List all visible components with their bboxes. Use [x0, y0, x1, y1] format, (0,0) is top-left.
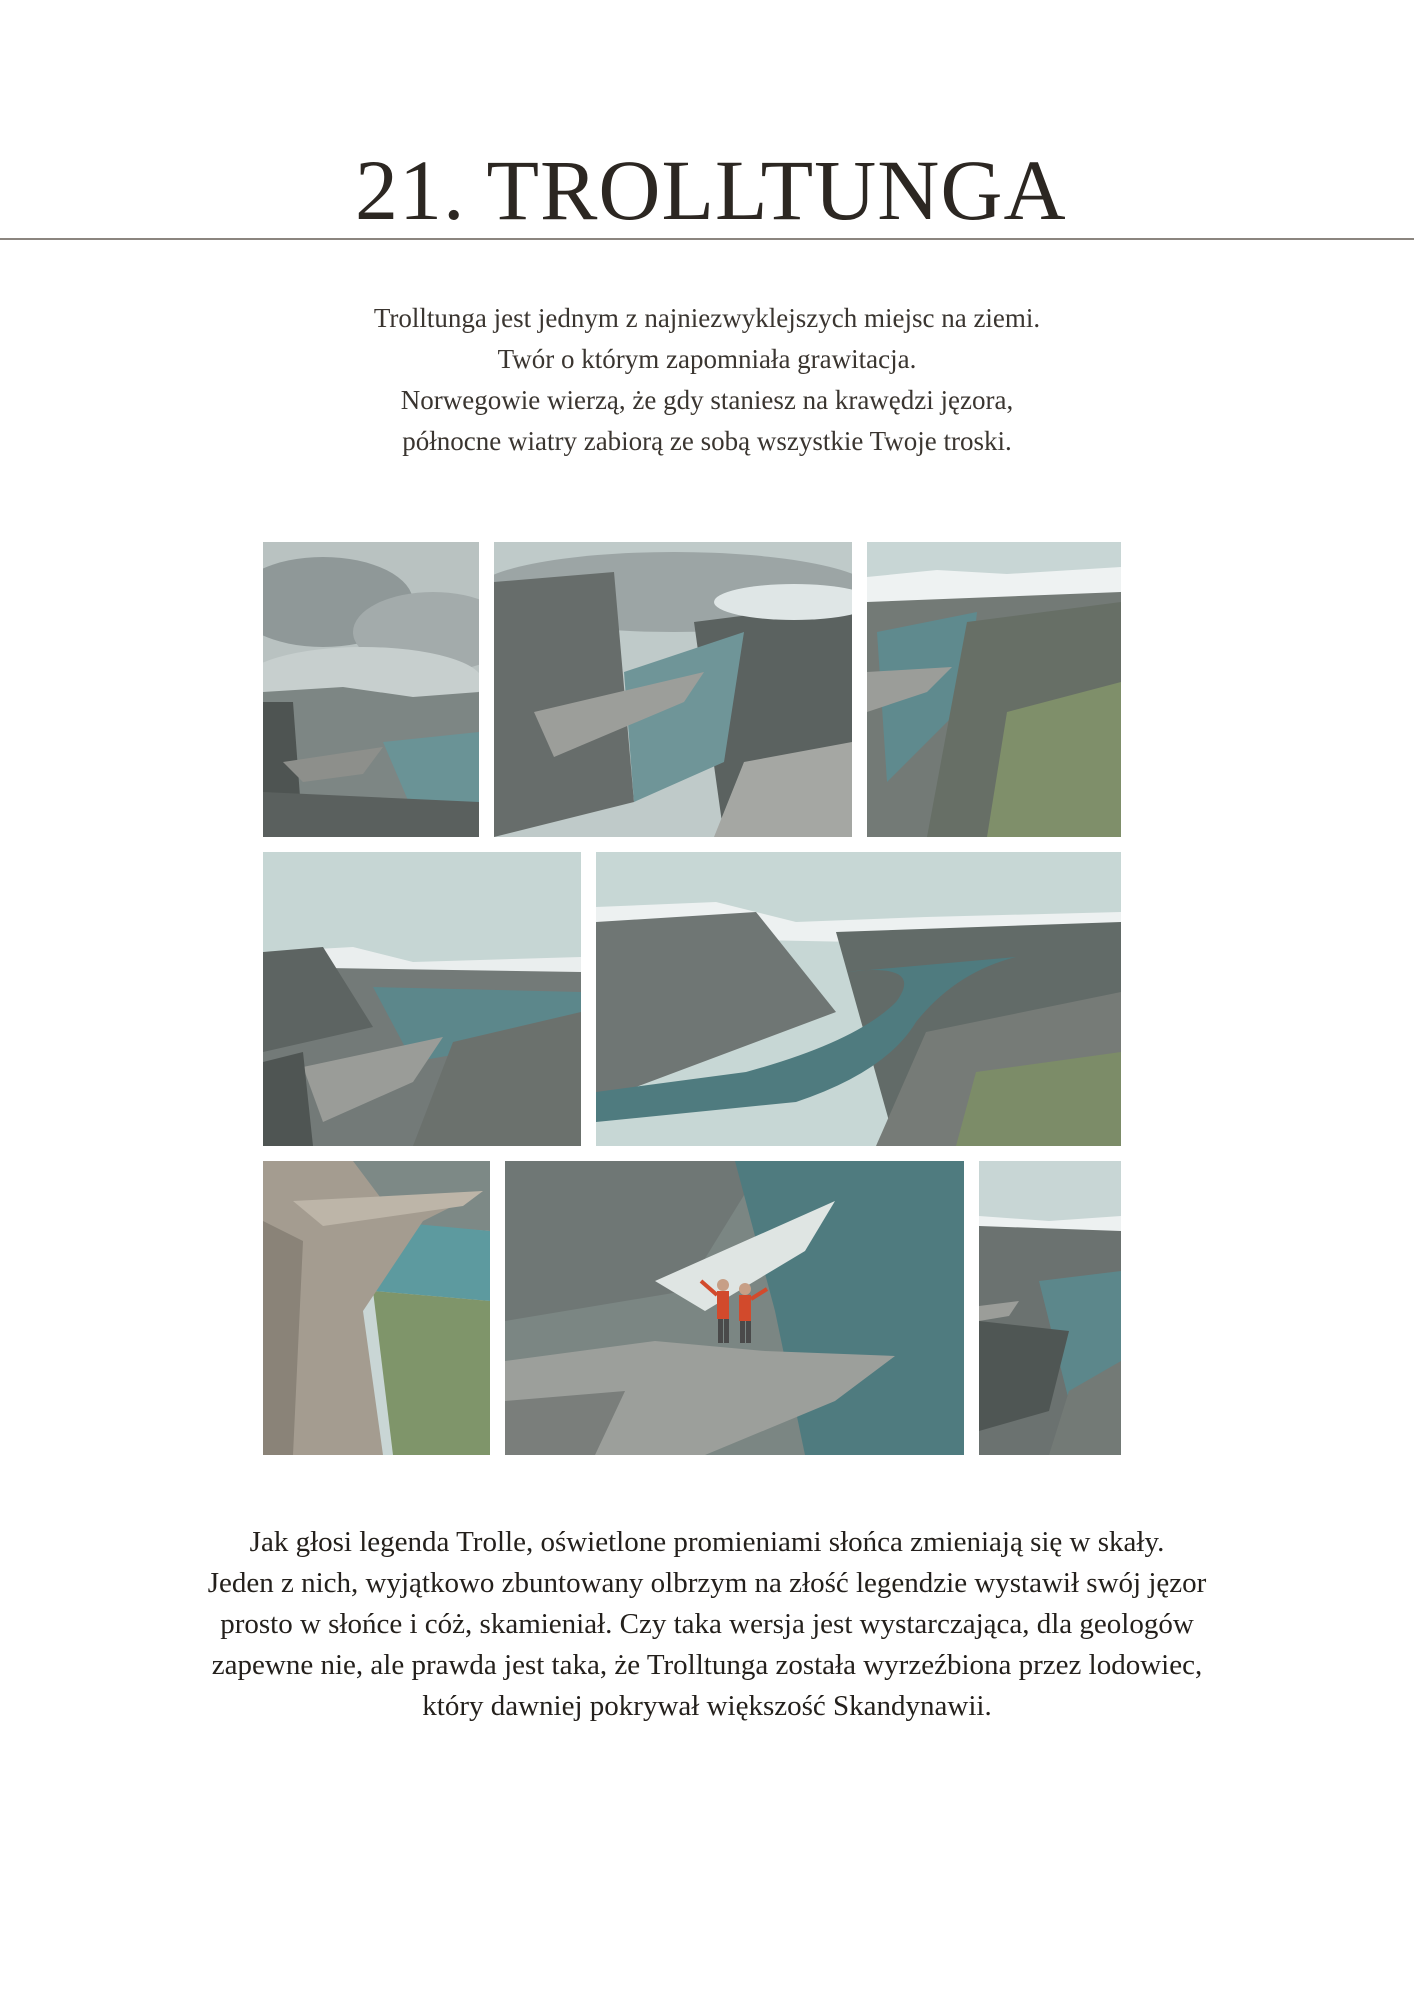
photo-couple-on-rock: [505, 1161, 964, 1455]
legend-paragraph: [100, 1522, 1314, 1727]
page-title: 21. TROLLTUNGA: [355, 142, 1067, 238]
intro-line: Trolltunga jest jednym z najniezwyklejszych miejsc na ziemi.: [373, 303, 1041, 333]
photo-ledge-over-lake: [979, 1161, 1121, 1455]
legend-line: który dawniej pokrywał większość Skandynawii.: [422, 1690, 992, 1722]
title-divider: [0, 238, 1414, 240]
photo-fjord-panorama: [596, 852, 1121, 1146]
legend-line: zapewne nie, ale prawda jest taka, że Trolltunga została wyrzeźbiona przez lodowiec,: [211, 1649, 1203, 1681]
legend-line: Jeden z nich, wyjątkowo zbuntowany olbrzym na złość legendzie wystawił swój jęzor: [207, 1567, 1207, 1599]
photo-valley-lake: [867, 542, 1121, 837]
photo-cloudy-cliff: [263, 542, 479, 837]
photo-tongue-fjord-mist: [494, 542, 852, 837]
intro-line: Norwegowie wierzą, że gdy staniesz na krawędzi jęzora,: [400, 385, 1014, 415]
legend-line: Jak głosi legenda Trolle, oświetlone promieniami słońca zmieniają się w skały.: [249, 1526, 1165, 1558]
legend-line: prosto w słońce i cóż, skamieniał. Czy taka wersja jest wystarczająca, dla geologów: [220, 1608, 1194, 1640]
photo-tongue-lake-wide: [263, 852, 581, 1146]
intro-line: Twór o którym zapomniała grawitacja.: [497, 344, 917, 374]
intro-paragraph: [200, 298, 1214, 462]
intro-line: północne wiatry zabiorą ze sobą wszystkie Twoje troski.: [402, 426, 1012, 456]
photo-cliff-side-view: [263, 1161, 490, 1455]
